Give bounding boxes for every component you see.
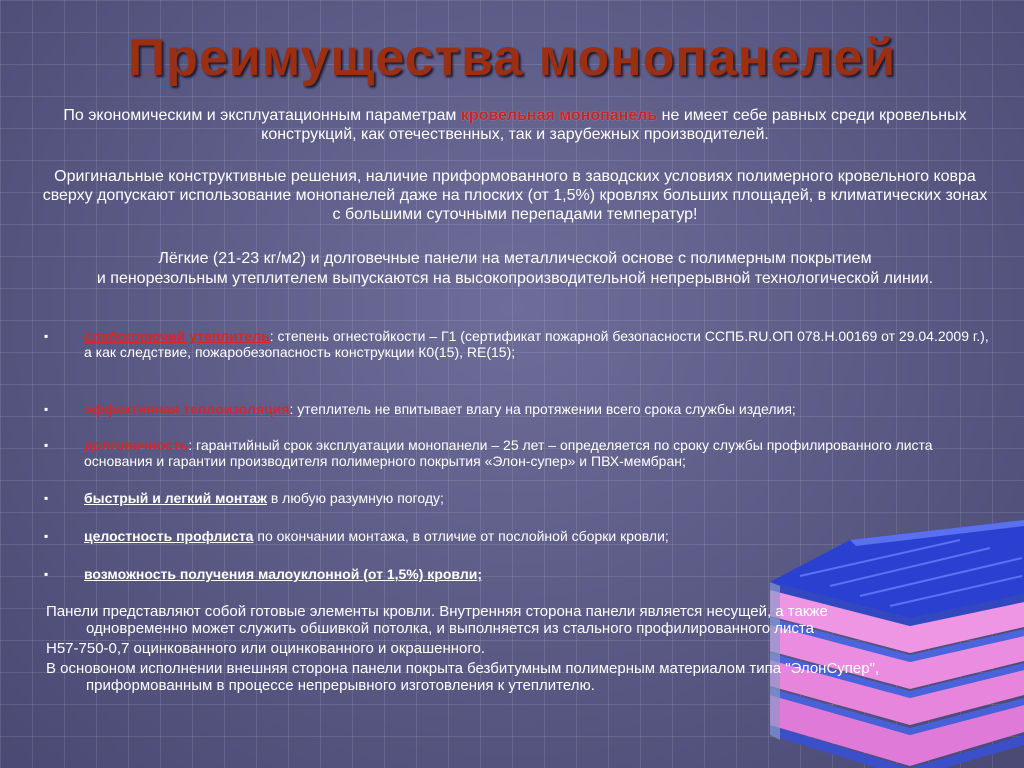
intro-text: По экономическим и эксплуатационным параметрам [63, 107, 461, 124]
bullet-icon: ▪ [44, 402, 49, 416]
bullet-text: ; [477, 566, 483, 582]
list-item [44, 437, 994, 469]
bullet-icon: ▪ [44, 567, 49, 581]
bullet-icon: ▪ [44, 329, 49, 343]
bullet-text: : степень огнестойкости – Г1 (сертификат пожарной безопасности ССПБ.RU.ОП 078.Н.00169 от 29.04.2009 г.), а как следствие, пожаробезопасность конструкции К0(15), RE(15); [84, 328, 989, 360]
bullet-term: возможность получения малоуклонной (от 1,5%) кровли [84, 566, 478, 582]
bullet-icon: ▪ [44, 438, 49, 452]
highlight-roof-panel: кровельная монопанель [460, 107, 658, 124]
tail-line: Панели представляют собой готовые элементы кровли. Внутренняя сторона панели является несущей, а также [46, 603, 828, 620]
bullet-term: целостность профлиста [84, 528, 254, 544]
bullet-icon: ▪ [44, 491, 49, 505]
bullet-text: в любую разумную погоду; [266, 490, 444, 506]
intro-paragraph-3-line-1: Лёгкие (21-23 кг/м2) и долговечные панели на металлической основе с полимерным покрытием [158, 250, 872, 267]
bullet-term: долговечность [84, 437, 189, 453]
intro-text: не имеет себе равных среди кровельных конструкций, как отечественных, так и зарубежных производителей. [261, 107, 967, 143]
list-item [44, 490, 994, 506]
bullet-term: эффективная теплоизоляция [84, 401, 290, 417]
list-item [44, 401, 994, 417]
intro-paragraph-3-line-2: и пенорезольным утеплителем выпускаются на высокопроизводительной непрерывной технологической линии. [96, 270, 934, 287]
bullet-text: по окончании монтажа, в отличие от послойной сборки кровли; [253, 528, 669, 544]
tail-line: В основоном исполнении внешняя сторона панели покрыта безбитумным полимерным материалом типа "ЭлонСупер", [46, 660, 880, 677]
intro-paragraph-2: Оригинальные конструктивные решения, наличие приформованного в заводских условиях полимерного кровельного ковра сверху допускают использование монопанелей даже на плоских (от 1,5%) кровлях больших площадей, в климатических зонах с большими суточными перепадами температур! [42, 168, 988, 223]
list-item [44, 328, 994, 360]
tail-line-indented: приформованным в процессе непрерывного изготовления к утеплителю. [86, 677, 595, 694]
bullet-term: слабогорючий утеплитель [84, 328, 270, 344]
description-paragraph-1 [46, 603, 996, 637]
description-paragraph-2: Н57-750-0,7 оцинкованного или оцинкованного и окрашенного. [46, 640, 486, 657]
description-paragraph-3 [46, 660, 996, 694]
page-title: Преимущества монопанелей [127, 29, 897, 87]
bullet-term: быстрый и легкий монтаж [84, 490, 267, 506]
intro-paragraph-1 [40, 106, 990, 144]
bullet-text: : утеплитель не впитывает влагу на протяжении всего срока службы изделия; [289, 401, 796, 417]
bullet-icon: ▪ [44, 529, 49, 543]
tail-line-indented: одновременно может служить обшивкой потолка, и выполняется из стального профилированного листа [86, 620, 814, 637]
bullet-text: : гарантийный срок эксплуатации монопанели – 25 лет – определяется по сроку службы профилированного листа основания и гарантии производителя полимерного покрытия «Элон-супер» и ПВХ-мембран; [84, 437, 933, 469]
